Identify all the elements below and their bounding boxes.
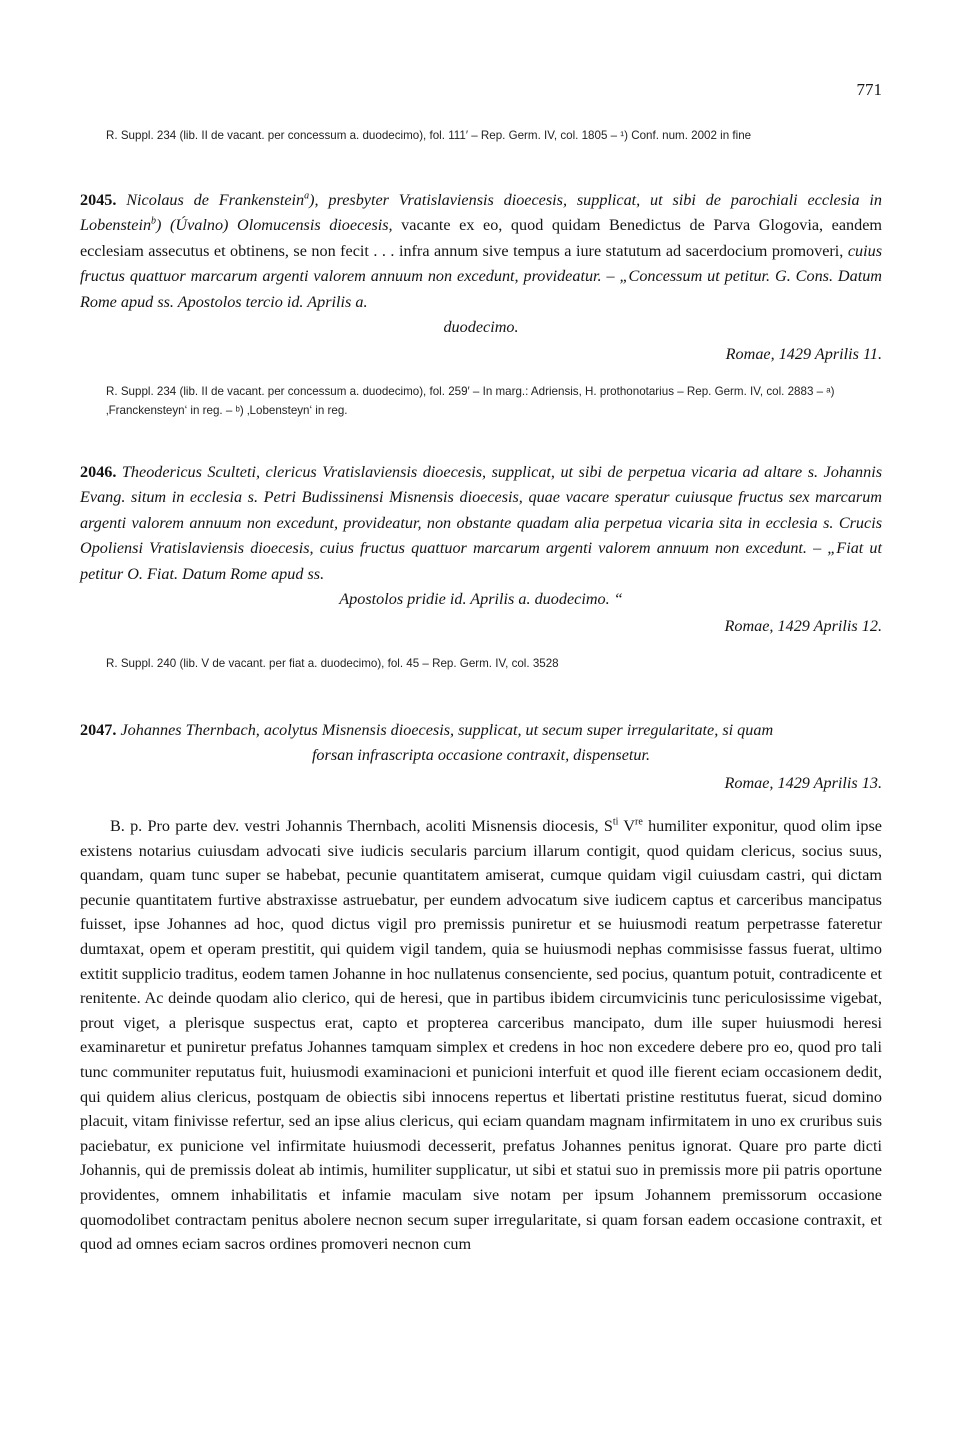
entry-date: Romae, 1429 Aprilis 12. [724,617,882,636]
entry-center-line: Apostolos pridie id. Aprilis a. duodecimo. “ [339,590,623,609]
entry-number: 2046. [80,463,117,481]
entry-date: Romae, 1429 Aprilis 11. [725,345,882,364]
entry-center-line: duodecimo. [443,318,519,337]
entry-2045 [80,188,882,368]
entry-text: vacante ex eo, quod quidam Benedictus de Parva Glogovia, eandem ecclesiam assecutus et obtinens, se non fecit . . . infra annum sive tempus a iure statutum ad sacerdocium promoveri, [80,216,882,260]
petition-body [80,814,882,1257]
entry-name: Nicolaus de Frankenstein [126,191,305,209]
body-text: V [618,817,636,835]
entry-center-line: forsan infrascripta occasione contraxit, dispensetur. [311,746,651,765]
entry-text: Theodericus Sculteti, clericus Vratislaviensis dioecesis, supplicat, ut sibi de perpetua vicaria ad altare s. Johannis Evang. situm in ecclesia s. Petri Budissinensi Misnensis dioecesis, quae vacare speratur cuiusque fructus sex marcarum argenti valorem annuum non excedunt, provideatur, non obstante quadam alia perpetua vicaria sita in ecclesia s. Crucis Opoliensi Vratislaviensis dioecesis, cuius fructus quattuor marcarum argenti valorem annuum non excedunt. – „Fiat ut petitur O. Fiat. Datum Rome apud ss. [80,463,882,583]
entry-number: 2045. [80,191,117,209]
entry-2046 [80,460,882,640]
body-text: B. p. Pro parte dev. vestri Johannis Thernbach, acoliti Misnensis diocesis, S [110,817,613,835]
superscript: re [635,816,643,828]
footnote-mark-a: a [304,190,310,202]
body-text: humiliter exponitur, quod olim ipse existens notarius cuiusdam advocati sive iudicis secularis parcium illarum contigit, quod quidam clericus, socius suus, quandam, quam tunc super se habebat, pecunie quantitatem amiserat, cumque quidam vigil cuiusdam castri, qui dictam pecunie quantitatem furtive abstraxisse astruebatur, per eundem advocatum sive iudicem captus et carceribus mancipatus fuisset, ipse Johannes ad hoc, quod dictus vigil pro premissis puniretur et se huiusmodi reatum perpetrasse fateretur dumtaxat, opem et operam prestitit, qui quidem vigil tandem, quia se huiusmodi nephas commisisse fassus fuerat, ultimo extitit supplicio traditus, eodem tamen Johanne in hoc nullatenus consenciente, sed pocius, quantum potuit, contradicente et renitente. Ac deinde quodam alio clerico, qui de heresi, que in partibus ibidem circumvicinis tunc periculosissime vigebat, prout viget, a plerisque suspectus erat, capto et propterea carceribus mancipato, dum ille super huiusmodi heresi examinaretur et puniretur prefatus Johannes tamquam simplex et credens in hoc non excedere debere pro eo, quod pro tali tunc communiter reputatus fuit, huiusmodi examinacioni et punicioni interfuit et quod ille fierent eciam occasionem dedit, qui quidem alius clericus, postquam de obiectis sibi innocens repertus et libertati pristine restitutus fuerat, sicud domino placuit, vitam finivisse refertur, sed an ipse alius clericus, qui eciam quandam magnam infirmitatem in uno ex cruribus suis paciebatur, ex punicione vel infirmitate huiusmodi decesserit, prefatus Johannes penitus ignorat. Quare pro parte dicti Johannis, qui de premissis doleat ab intimis, humiliter supplicatur, ut sibi et statui suo in premissis more pii patris oportune providentes, omnem inhabilitatis et infamie maculam sive notam per ipsum Johannem premissorum occasione quomodolibet contractam penitus abolere necnon secum super irregularitate, si quam forsan eadem occasione contraxit, et quod ad omnes eciam sacros ordines promoveri necnon cum [80,817,882,1254]
footnote-2045: R. Suppl. 234 (lib. II de vacant. per concessum a. duodecimo), fol. 259′ – In marg.: Adriensis, H. prothonotarius – Rep. Germ. IV, col. 2883 – ᵃ) ‚Franckensteyn‘ in reg. – ᵇ) ‚Lobensteyn‘ in reg. [106,385,835,417]
footnote-mark-b: b [151,216,157,228]
page-number: 771 [856,80,882,99]
footnote-2046: R. Suppl. 240 (lib. V de vacant. per fiat a. duodecimo), fol. 45 – Rep. Germ. IV, col. 3528 [106,657,559,670]
entry-number: 2047. [80,721,117,739]
entry-date: Romae, 1429 Aprilis 13. [724,773,882,792]
superscript: ti [612,816,619,828]
entry-text: Johannes Thernbach, acolytus Misnensis dioecesis, supplicat, ut secum super irregularitate, si quam [120,721,774,739]
entry-2047 [80,718,882,796]
footnote-2044: R. Suppl. 234 (lib. II de vacant. per concessum a. duodecimo), fol. 111′ – Rep. Germ. IV, col. 1805 – ¹) Conf. num. 2002 in fine [106,129,752,142]
entry-text: ) (Úvalno) Olomucensis dioecesis, [156,216,393,235]
entry-text: ), presbyter Vratislaviensis dioecesis, supplicat, ut sibi de parochiali ecclesia in Lobenstein [80,191,882,235]
entry-text: cuius fructus quattuor marcarum argenti valorem annuum non excedunt, provideatur. – „Concessum ut petitur. G. Cons. Datum Rome apud ss. Apostolos tercio id. Aprilis a. [80,241,882,311]
